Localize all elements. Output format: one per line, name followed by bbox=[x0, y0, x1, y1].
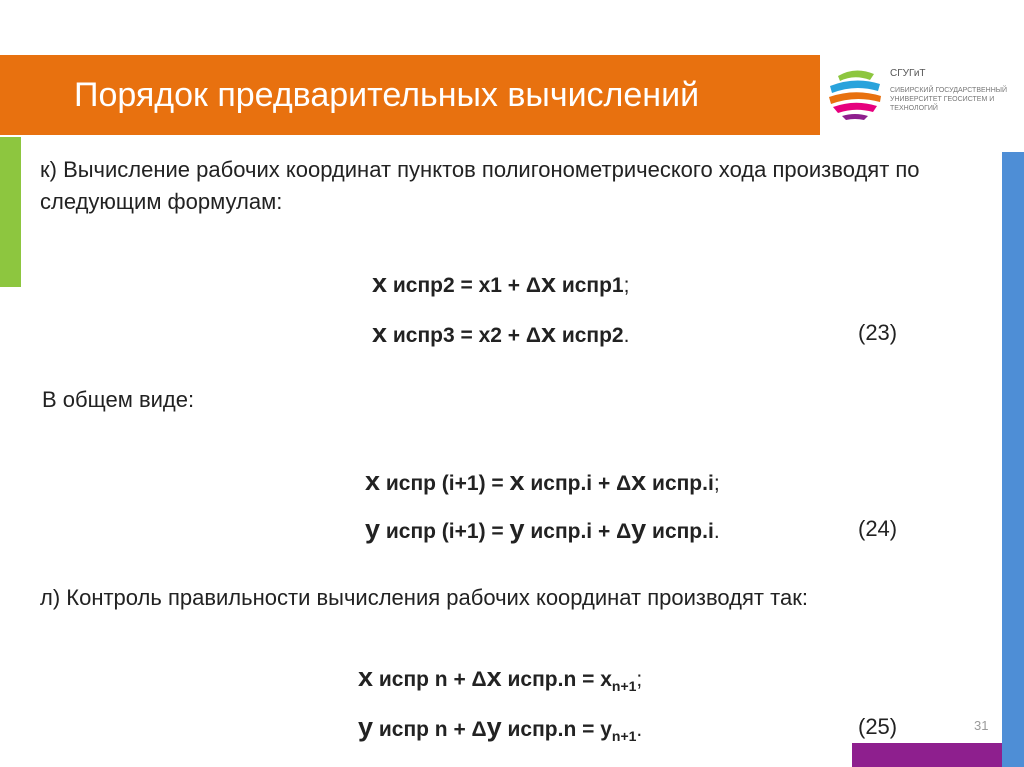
formula-text: испр.i bbox=[646, 520, 714, 543]
formula-text: испр2 = x1 + Δ bbox=[387, 274, 541, 297]
formula-text: испр.i bbox=[646, 472, 714, 495]
formula-end: . bbox=[713, 520, 720, 543]
formula-text: испр (i+1) = bbox=[380, 472, 510, 495]
formula-text: испр.i + Δ bbox=[524, 520, 632, 543]
var-x: x bbox=[358, 662, 374, 692]
formula-text: испр3 = x2 + Δ bbox=[387, 324, 541, 347]
var-x: x bbox=[540, 268, 556, 298]
purple-accent-strip bbox=[852, 743, 1002, 767]
formula-text: испр.n = x bbox=[501, 668, 612, 691]
university-logo bbox=[826, 60, 1016, 132]
formula-end: . bbox=[623, 324, 630, 347]
formula-text: испр1 bbox=[556, 274, 624, 297]
slide-title: Порядок предварительных вычислений bbox=[74, 76, 700, 114]
var-x: x bbox=[372, 268, 388, 298]
formula-text: испр2 bbox=[556, 324, 624, 347]
var-x: x bbox=[540, 318, 556, 348]
formula-text: испр n + Δ bbox=[373, 718, 487, 741]
formula-24-line-2 bbox=[365, 514, 720, 545]
formula-25-line-1 bbox=[358, 662, 642, 694]
var-x: x bbox=[631, 466, 647, 496]
equation-number-25: (25) bbox=[858, 714, 898, 739]
formula-end: . bbox=[636, 718, 643, 741]
logo-subtitle: СИБИРСКИЙ ГОСУДАРСТВЕННЫЙ УНИВЕРСИТЕТ ГЕОСИСТЕМ И ТЕХНОЛОГИЙ bbox=[890, 87, 1008, 112]
formula-23-line-2 bbox=[372, 318, 629, 349]
paragraph-general: В общем виде: bbox=[42, 387, 195, 412]
formula-text: испр n + Δ bbox=[373, 668, 487, 691]
paragraph-l: л) Контроль правильности вычисления рабочих координат производят так: bbox=[40, 585, 808, 610]
logo-name: СГУГиТ bbox=[890, 68, 926, 79]
var-y: y bbox=[358, 712, 374, 742]
equation-number-24: (24) bbox=[858, 516, 898, 541]
globe-logo-icon bbox=[826, 64, 884, 122]
formula-end: ; bbox=[636, 668, 643, 691]
paragraph-k: к) Вычисление рабочих координат пунктов полигонометрического хода производят по следующим формулам: bbox=[40, 157, 920, 214]
subscript: n+1 bbox=[611, 678, 637, 695]
formula-end: ; bbox=[623, 274, 630, 297]
var-y: y bbox=[631, 514, 647, 544]
formula-text: испр (i+1) = bbox=[380, 520, 510, 543]
formula-end: ; bbox=[713, 472, 720, 495]
var-y: y bbox=[486, 712, 502, 742]
title-bar bbox=[0, 55, 820, 135]
equation-number-23: (23) bbox=[858, 320, 898, 345]
var-x: x bbox=[372, 318, 388, 348]
formula-25-line-2 bbox=[358, 712, 642, 744]
formula-text: испр.i + Δ bbox=[524, 472, 632, 495]
var-x: x bbox=[365, 466, 381, 496]
subscript: n+1 bbox=[611, 728, 637, 745]
formula-24-line-1 bbox=[365, 466, 720, 497]
formula-23-line-1 bbox=[372, 268, 629, 299]
var-y: y bbox=[509, 514, 525, 544]
green-accent-strip bbox=[0, 137, 21, 287]
blue-accent-strip bbox=[1002, 152, 1024, 767]
page-number: 31 bbox=[974, 718, 989, 733]
var-x: x bbox=[486, 662, 502, 692]
formula-text: испр.n = y bbox=[501, 718, 612, 741]
var-y: y bbox=[365, 514, 381, 544]
var-x: x bbox=[509, 466, 525, 496]
